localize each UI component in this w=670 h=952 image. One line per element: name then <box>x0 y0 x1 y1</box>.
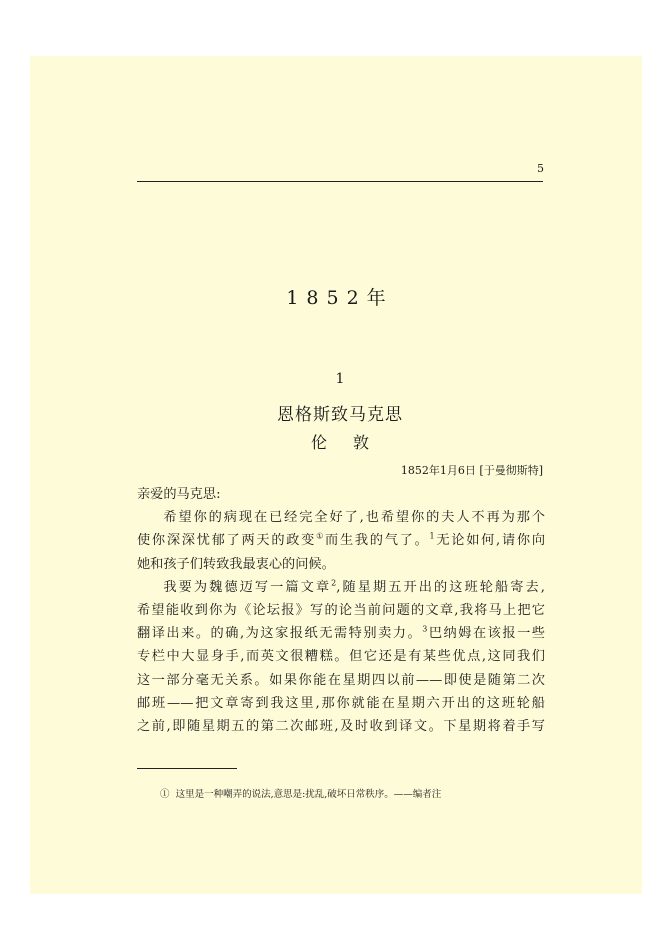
paragraph-1-line-3: 她和孩子们转致我最衷心的问候。 <box>137 556 335 572</box>
note-reference: 3 <box>422 624 428 634</box>
text-span: 翻译出来。的确,为这家报纸无需特别卖力。 <box>137 626 423 642</box>
paragraph-2-line-3 <box>137 622 545 645</box>
salutation: 亲爱的马克思: <box>137 487 221 502</box>
footnote <box>160 786 560 800</box>
header-rule <box>137 181 543 182</box>
paragraph-2-line-2: 希望能收到你为《论坛报》写的论当前问题的文章,我将马上把它 <box>137 603 545 619</box>
footnote-number: ① <box>160 789 170 800</box>
note-reference: 1 <box>429 532 435 542</box>
footnote-rule <box>137 768 237 769</box>
text-span: 使你深深忧郁了两天的政变 <box>137 533 317 549</box>
note-reference: 2 <box>331 578 337 588</box>
text-span: 我要为魏德迈写一篇文章 <box>163 579 332 595</box>
paragraph-2-line-7: 之前,即随星期五的第二次邮班,及时收到译文。下星期将着手写 <box>137 719 545 735</box>
text-span: ,随星期五开出的这班轮船寄去, <box>336 579 545 595</box>
page-number: 5 <box>537 162 544 175</box>
paragraph-2-line-4: 专栏中大显身手,而英文很糟糕。但它还是有某些优点,这同我们 <box>137 649 545 665</box>
text-span: 巴纳姆在该报一些 <box>427 626 545 642</box>
paragraph-1-line-1: 希望你的病现在已经完全好了,也希望你的夫人不再为那个 <box>163 510 545 526</box>
letter-title: 恩格斯致马克思 <box>277 405 403 425</box>
paragraph-2-line-6: 邮班——把文章寄到我这里,那你就能在星期六开出的这班轮船 <box>137 695 545 711</box>
footnote-marker: ① <box>316 532 326 542</box>
year-heading: 1852年 <box>286 287 394 309</box>
letter-number: 1 <box>335 371 345 387</box>
letter-place: 伦敦 <box>310 433 395 452</box>
letter-body <box>137 483 545 738</box>
paragraph-2-line-1 <box>137 576 545 599</box>
letter-date: 1852年1月6日 [于曼彻斯特] <box>400 464 543 477</box>
text-span: 无论如何,请你向 <box>434 533 546 549</box>
paragraph-1-line-2 <box>137 529 545 552</box>
footnote-text: 这里是一种嘲弄的说法,意思是:扰乱,破坏日常秩序。——编者注 <box>175 789 442 800</box>
paragraph-2-line-5: 这一部分毫无关系。如果你能在星期四以前——即使是随第二次 <box>137 672 545 688</box>
text-span: 而生我的气了。 <box>325 533 430 549</box>
